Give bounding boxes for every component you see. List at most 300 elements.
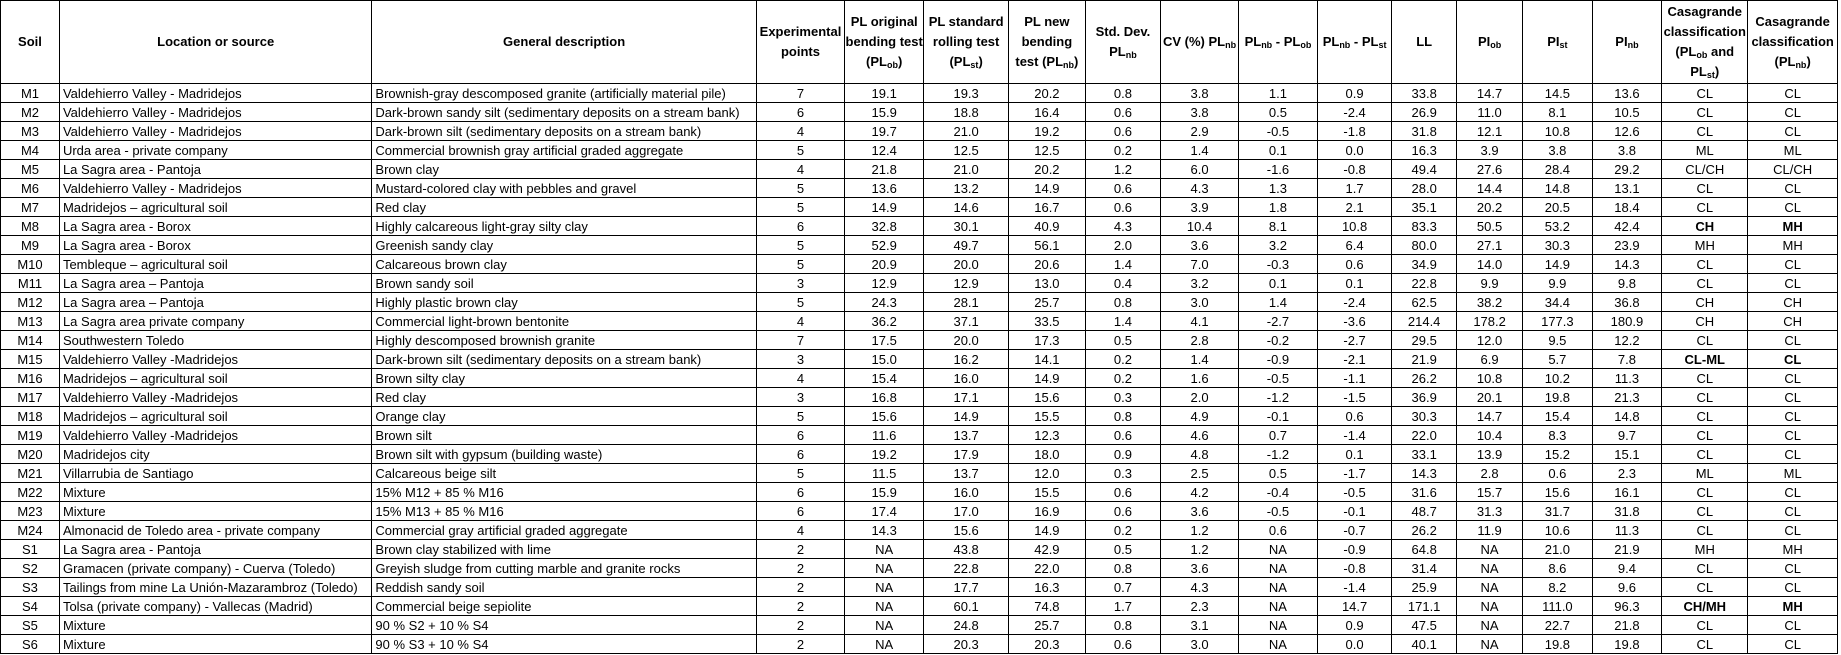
table-cell: 19.7	[845, 122, 924, 141]
column-header: Casagrande classification $(PL_{nb})$	[1748, 1, 1838, 84]
table-cell: CL	[1748, 483, 1838, 502]
table-cell: CL	[1748, 255, 1838, 274]
table-cell: 0.6	[1085, 502, 1160, 521]
table-cell: 33.5	[1009, 312, 1086, 331]
table-cell: 26.2	[1392, 521, 1457, 540]
table-cell: -2.4	[1317, 293, 1391, 312]
table-cell: S5	[1, 616, 60, 635]
table-cell: 13.1	[1592, 179, 1662, 198]
column-header: PL original bending test $(PL_{ob})$	[845, 1, 924, 84]
table-cell: 14.1	[1009, 350, 1086, 369]
table-cell: 6.9	[1457, 350, 1523, 369]
table-cell: 9.9	[1523, 274, 1593, 293]
table-cell: 0.8	[1085, 616, 1160, 635]
table-cell: Brown silt	[372, 426, 756, 445]
table-cell: Madridejos – agricultural soil	[59, 369, 371, 388]
table-cell: 47.5	[1392, 616, 1457, 635]
table-cell: 2.0	[1161, 388, 1239, 407]
table-cell: 8.3	[1523, 426, 1593, 445]
table-cell: M11	[1, 274, 60, 293]
table-cell: 3.9	[1161, 198, 1239, 217]
table-row	[1, 635, 1838, 654]
table-cell: Greenish sandy clay	[372, 236, 756, 255]
table-cell: 30.3	[1523, 236, 1593, 255]
table-row	[1, 502, 1838, 521]
table-cell: 38.2	[1457, 293, 1523, 312]
table-cell: NA	[1457, 597, 1523, 616]
table-cell: CL	[1748, 407, 1838, 426]
table-cell: 10.8	[1317, 217, 1391, 236]
table-cell: 17.0	[924, 502, 1009, 521]
column-header: $PL_{nb} - PL_{ob}$	[1238, 1, 1317, 84]
table-cell: M15	[1, 350, 60, 369]
table-cell: -0.7	[1317, 521, 1391, 540]
table-row	[1, 84, 1838, 103]
table-cell: CL	[1748, 635, 1838, 654]
table-cell: 20.3	[924, 635, 1009, 654]
table-cell: CL	[1748, 369, 1838, 388]
table-cell: 1.4	[1161, 350, 1239, 369]
table-cell: MH	[1748, 540, 1838, 559]
table-cell: 22.0	[1392, 426, 1457, 445]
table-cell: 6	[756, 217, 844, 236]
table-cell: M6	[1, 179, 60, 198]
table-cell: 60.1	[924, 597, 1009, 616]
table-cell: Red clay	[372, 388, 756, 407]
table-cell: 14.3	[1592, 255, 1662, 274]
table-cell: 10.6	[1523, 521, 1593, 540]
table-cell: 0.2	[1085, 521, 1160, 540]
table-cell: CL	[1662, 122, 1748, 141]
table-cell: 12.4	[845, 141, 924, 160]
table-cell: 5	[756, 141, 844, 160]
table-cell: 42.9	[1009, 540, 1086, 559]
table-cell: NA	[1238, 597, 1317, 616]
table-cell: 5	[756, 464, 844, 483]
table-cell: 4	[756, 122, 844, 141]
table-cell: 20.3	[1009, 635, 1086, 654]
table-cell: 171.1	[1392, 597, 1457, 616]
table-cell: 0.1	[1238, 141, 1317, 160]
table-cell: 0.9	[1085, 445, 1160, 464]
table-cell: 12.0	[1457, 331, 1523, 350]
table-cell: Madridejos – agricultural soil	[59, 407, 371, 426]
table-cell: M16	[1, 369, 60, 388]
table-cell: 19.1	[845, 84, 924, 103]
table-cell: 6	[756, 502, 844, 521]
table-row	[1, 274, 1838, 293]
table-cell: Madridejos city	[59, 445, 371, 464]
table-cell: 12.5	[924, 141, 1009, 160]
table-cell: 31.3	[1457, 502, 1523, 521]
table-cell: CL	[1662, 369, 1748, 388]
table-cell: 36.2	[845, 312, 924, 331]
table-cell: 9.4	[1592, 559, 1662, 578]
table-cell: 20.6	[1009, 255, 1086, 274]
table-row	[1, 103, 1838, 122]
table-cell: 19.2	[1009, 122, 1086, 141]
table-cell: 31.8	[1592, 502, 1662, 521]
table-cell: CL	[1748, 122, 1838, 141]
table-cell: 5	[756, 179, 844, 198]
table-cell: Orange clay	[372, 407, 756, 426]
table-cell: 15.5	[1009, 483, 1086, 502]
table-cell: 27.1	[1457, 236, 1523, 255]
table-cell: 83.3	[1392, 217, 1457, 236]
table-cell: MH	[1662, 540, 1748, 559]
table-cell: 14.7	[1457, 407, 1523, 426]
table-cell: CH	[1748, 312, 1838, 331]
table-cell: Dark-brown silt (sedimentary deposits on a stream bank)	[372, 350, 756, 369]
table-row	[1, 407, 1838, 426]
table-cell: 16.3	[1392, 141, 1457, 160]
table-cell: 22.7	[1523, 616, 1593, 635]
table-row	[1, 483, 1838, 502]
table-cell: 20.2	[1009, 84, 1086, 103]
table-cell: 20.0	[924, 255, 1009, 274]
column-header: Std. Dev. $PL_{nb}$	[1085, 1, 1160, 84]
table-cell: 21.3	[1592, 388, 1662, 407]
table-cell: Valdehierro Valley - Madridejos	[59, 179, 371, 198]
table-cell: CL	[1662, 198, 1748, 217]
table-cell: Almonacid de Toledo area - private company	[59, 521, 371, 540]
table-cell: 16.8	[845, 388, 924, 407]
table-cell: 33.1	[1392, 445, 1457, 464]
table-cell: 49.7	[924, 236, 1009, 255]
table-cell: CL	[1662, 483, 1748, 502]
table-cell: 14.7	[1457, 84, 1523, 103]
table-cell: Tembleque – agricultural soil	[59, 255, 371, 274]
table-cell: 3.0	[1161, 635, 1239, 654]
table-cell: 14.9	[845, 198, 924, 217]
table-cell: ML	[1662, 464, 1748, 483]
table-cell: M14	[1, 331, 60, 350]
table-cell: NA	[845, 616, 924, 635]
table-row	[1, 122, 1838, 141]
table-cell: 2.1	[1317, 198, 1391, 217]
table-cell: 20.9	[845, 255, 924, 274]
table-cell: MH	[1748, 597, 1838, 616]
table-cell: MH	[1748, 236, 1838, 255]
table-cell: 4	[756, 521, 844, 540]
table-cell: -0.9	[1317, 540, 1391, 559]
table-cell: -2.4	[1317, 103, 1391, 122]
table-cell: 8.2	[1523, 578, 1593, 597]
table-cell: 19.3	[924, 84, 1009, 103]
table-cell: CL	[1662, 255, 1748, 274]
table-cell: 3.6	[1161, 559, 1239, 578]
table-cell: -2.7	[1317, 331, 1391, 350]
table-cell: CL	[1662, 616, 1748, 635]
table-cell: 15.4	[1523, 407, 1593, 426]
table-cell: 74.8	[1009, 597, 1086, 616]
table-row	[1, 331, 1838, 350]
table-cell: 30.1	[924, 217, 1009, 236]
table-cell: 6	[756, 426, 844, 445]
table-cell: CL	[1748, 103, 1838, 122]
table-cell: 16.1	[1592, 483, 1662, 502]
table-cell: 14.6	[924, 198, 1009, 217]
table-cell: -0.1	[1317, 502, 1391, 521]
table-cell: 0.8	[1085, 407, 1160, 426]
table-cell: Brown clay stabilized with lime	[372, 540, 756, 559]
table-cell: NA	[1238, 635, 1317, 654]
table-cell: 0.6	[1085, 483, 1160, 502]
table-cell: 178.2	[1457, 312, 1523, 331]
table-cell: 0.2	[1085, 350, 1160, 369]
table-cell: 3.2	[1238, 236, 1317, 255]
table-cell: 0.5	[1085, 540, 1160, 559]
table-cell: 32.8	[845, 217, 924, 236]
table-cell: -0.8	[1317, 160, 1391, 179]
table-cell: 15.1	[1592, 445, 1662, 464]
table-cell: 15.4	[845, 369, 924, 388]
table-cell: Mixture	[59, 502, 371, 521]
table-cell: M21	[1, 464, 60, 483]
table-cell: 3.0	[1161, 293, 1239, 312]
table-cell: 15.5	[1009, 407, 1086, 426]
column-header: $PI_{nb}$	[1592, 1, 1662, 84]
table-cell: 5	[756, 198, 844, 217]
table-row	[1, 445, 1838, 464]
table-cell: 26.9	[1392, 103, 1457, 122]
table-cell: 19.2	[845, 445, 924, 464]
table-cell: 5	[756, 407, 844, 426]
table-cell: 31.8	[1392, 122, 1457, 141]
table-cell: 0.1	[1317, 274, 1391, 293]
table-cell: 36.9	[1392, 388, 1457, 407]
table-cell: 27.6	[1457, 160, 1523, 179]
table-cell: 14.9	[924, 407, 1009, 426]
table-cell: 22.8	[924, 559, 1009, 578]
table-cell: 13.6	[1592, 84, 1662, 103]
table-cell: 8.1	[1238, 217, 1317, 236]
table-cell: 35.1	[1392, 198, 1457, 217]
table-cell: 13.6	[845, 179, 924, 198]
table-cell: 29.2	[1592, 160, 1662, 179]
table-cell: 17.1	[924, 388, 1009, 407]
table-row	[1, 312, 1838, 331]
column-header: CV (%) $PL_{nb}$	[1161, 1, 1239, 84]
table-cell: 12.9	[845, 274, 924, 293]
table-cell: 4.3	[1161, 179, 1239, 198]
table-cell: 14.9	[1009, 369, 1086, 388]
table-cell: 16.2	[924, 350, 1009, 369]
table-cell: 14.9	[1523, 255, 1593, 274]
table-cell: Commercial brownish gray artificial graded aggregate	[372, 141, 756, 160]
table-cell: -0.1	[1238, 407, 1317, 426]
table-cell: 22.0	[1009, 559, 1086, 578]
table-cell: 8.6	[1523, 559, 1593, 578]
table-cell: -1.4	[1317, 426, 1391, 445]
table-cell: Commercial beige sepiolite	[372, 597, 756, 616]
table-cell: La Sagra area - Pantoja	[59, 160, 371, 179]
table-cell: 20.5	[1523, 198, 1593, 217]
column-header: PL standard rolling test $(PL_{st})$	[924, 1, 1009, 84]
table-cell: CL	[1662, 521, 1748, 540]
table-cell: CL	[1662, 179, 1748, 198]
table-cell: ML	[1662, 141, 1748, 160]
table-cell: 15.0	[845, 350, 924, 369]
table-cell: -0.5	[1238, 369, 1317, 388]
table-cell: M12	[1, 293, 60, 312]
column-header: $PI_{ob}$	[1457, 1, 1523, 84]
table-cell: Tailings from mine La Unión-Mazarambroz (Toledo)	[59, 578, 371, 597]
table-cell: 16.7	[1009, 198, 1086, 217]
table-cell: 20.1	[1457, 388, 1523, 407]
table-cell: 14.3	[1392, 464, 1457, 483]
table-cell: 12.6	[1592, 122, 1662, 141]
table-cell: 10.5	[1592, 103, 1662, 122]
table-cell: CL	[1748, 84, 1838, 103]
table-cell: S4	[1, 597, 60, 616]
table-cell: -0.9	[1238, 350, 1317, 369]
table-cell: 16.0	[924, 369, 1009, 388]
table-cell: 6	[756, 483, 844, 502]
table-cell: 1.2	[1161, 540, 1239, 559]
table-cell: 64.8	[1392, 540, 1457, 559]
table-cell: 0.0	[1317, 635, 1391, 654]
table-cell: -2.1	[1317, 350, 1391, 369]
table-cell: 12.3	[1009, 426, 1086, 445]
table-cell: CH	[1662, 312, 1748, 331]
table-row	[1, 141, 1838, 160]
table-cell: 0.7	[1238, 426, 1317, 445]
table-cell: 62.5	[1392, 293, 1457, 312]
table-cell: 17.3	[1009, 331, 1086, 350]
table-cell: 15.6	[1523, 483, 1593, 502]
table-cell: MH	[1748, 217, 1838, 236]
table-cell: 14.9	[1009, 521, 1086, 540]
table-cell: CL	[1748, 502, 1838, 521]
table-cell: Calcareous brown clay	[372, 255, 756, 274]
table-cell: M24	[1, 521, 60, 540]
column-header: Location or source	[59, 1, 371, 84]
table-cell: CL	[1662, 274, 1748, 293]
table-cell: 13.0	[1009, 274, 1086, 293]
table-row	[1, 350, 1838, 369]
table-cell: 53.2	[1523, 217, 1593, 236]
table-cell: 13.7	[924, 464, 1009, 483]
table-cell: 6.0	[1161, 160, 1239, 179]
table-cell: 11.0	[1457, 103, 1523, 122]
table-cell: Valdehierro Valley - Madridejos	[59, 103, 371, 122]
table-cell: 2	[756, 578, 844, 597]
table-cell: 214.4	[1392, 312, 1457, 331]
table-cell: 42.4	[1592, 217, 1662, 236]
table-cell: Highly plastic brown clay	[372, 293, 756, 312]
table-cell: Valdehierro Valley -Madridejos	[59, 350, 371, 369]
table-row	[1, 597, 1838, 616]
table-cell: 1.1	[1238, 84, 1317, 103]
table-cell: 14.0	[1457, 255, 1523, 274]
table-cell: CL	[1748, 616, 1838, 635]
table-cell: CL	[1662, 502, 1748, 521]
table-cell: 17.4	[845, 502, 924, 521]
table-cell: 11.3	[1592, 521, 1662, 540]
table-cell: 0.5	[1238, 464, 1317, 483]
table-cell: 0.6	[1085, 103, 1160, 122]
table-cell: 5.7	[1523, 350, 1593, 369]
table-cell: 1.4	[1085, 312, 1160, 331]
table-cell: NA	[1457, 559, 1523, 578]
table-cell: 177.3	[1523, 312, 1593, 331]
table-cell: 2.9	[1161, 122, 1239, 141]
table-cell: 15% M13 + 85 % M16	[372, 502, 756, 521]
table-cell: NA	[1457, 578, 1523, 597]
table-cell: CL	[1662, 426, 1748, 445]
table-cell: 28.4	[1523, 160, 1593, 179]
table-cell: 43.8	[924, 540, 1009, 559]
table-cell: 56.1	[1009, 236, 1086, 255]
table-cell: 31.6	[1392, 483, 1457, 502]
table-cell: CL	[1662, 103, 1748, 122]
table-cell: La Sagra area – Pantoja	[59, 274, 371, 293]
table-cell: 18.4	[1592, 198, 1662, 217]
table-row	[1, 578, 1838, 597]
table-cell: 36.8	[1592, 293, 1662, 312]
table-cell: 3.8	[1592, 141, 1662, 160]
table-cell: 0.8	[1085, 559, 1160, 578]
table-cell: M23	[1, 502, 60, 521]
table-cell: Highly descomposed brownish granite	[372, 331, 756, 350]
table-cell: 17.7	[924, 578, 1009, 597]
table-row	[1, 521, 1838, 540]
table-cell: M4	[1, 141, 60, 160]
table-cell: 15.2	[1523, 445, 1593, 464]
table-cell: 21.8	[1592, 616, 1662, 635]
table-cell: CL	[1748, 578, 1838, 597]
table-cell: 2	[756, 635, 844, 654]
table-cell: -0.3	[1238, 255, 1317, 274]
table-cell: 21.0	[924, 160, 1009, 179]
table-cell: 1.3	[1238, 179, 1317, 198]
table-cell: NA	[1238, 559, 1317, 578]
table-cell: 3.6	[1161, 236, 1239, 255]
table-cell: 12.9	[924, 274, 1009, 293]
table-cell: 17.9	[924, 445, 1009, 464]
table-cell: 16.4	[1009, 103, 1086, 122]
column-header: PL new bending test $(PL_{nb})$	[1009, 1, 1086, 84]
table-cell: 18.0	[1009, 445, 1086, 464]
table-cell: CL-ML	[1662, 350, 1748, 369]
table-cell: CL	[1662, 407, 1748, 426]
table-cell: -0.4	[1238, 483, 1317, 502]
table-cell: 12.0	[1009, 464, 1086, 483]
table-cell: NA	[1238, 616, 1317, 635]
column-header: Experimental points	[756, 1, 844, 84]
table-cell: 11.5	[845, 464, 924, 483]
table-row	[1, 160, 1838, 179]
table-cell: CL	[1748, 445, 1838, 464]
table-cell: 9.9	[1457, 274, 1523, 293]
table-row	[1, 559, 1838, 578]
table-cell: Urda area - private company	[59, 141, 371, 160]
table-cell: 80.0	[1392, 236, 1457, 255]
table-cell: 7	[756, 331, 844, 350]
table-cell: CL	[1748, 350, 1838, 369]
table-cell: Commercial light-brown bentonite	[372, 312, 756, 331]
table-row	[1, 464, 1838, 483]
table-cell: -0.5	[1238, 122, 1317, 141]
table-cell: Brown silt with gypsum (building waste)	[372, 445, 756, 464]
table-cell: 37.1	[924, 312, 1009, 331]
table-cell: 20.2	[1457, 198, 1523, 217]
table-cell: CL	[1748, 521, 1838, 540]
table-cell: 1.8	[1238, 198, 1317, 217]
table-cell: NA	[1238, 578, 1317, 597]
table-cell: 14.8	[1523, 179, 1593, 198]
